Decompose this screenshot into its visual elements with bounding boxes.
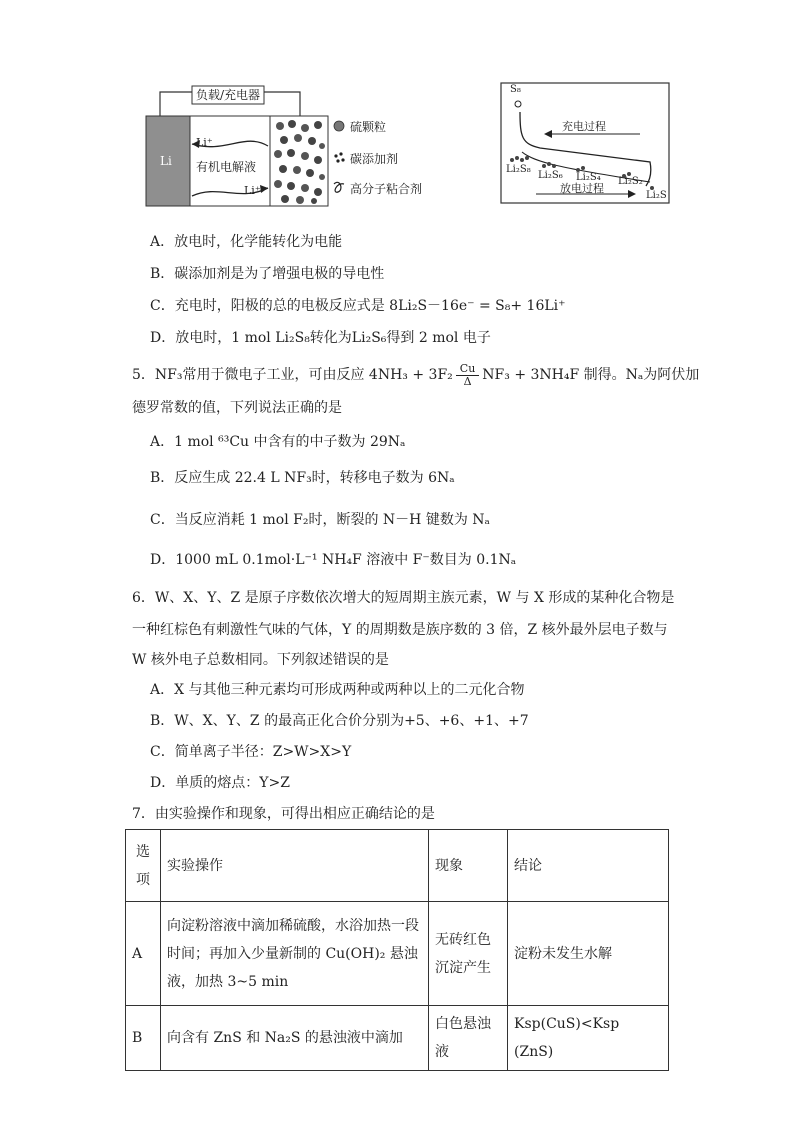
li2s8-label: Li₂S₈ — [506, 164, 531, 175]
row-option: B — [126, 1006, 161, 1071]
row-conclusion: 淀粉未发生水解 — [508, 902, 669, 1006]
q6-option-c: C．简单离子半径：Z>W>X>Y — [150, 744, 352, 760]
table-row — [126, 1006, 669, 1071]
q4-option-b: B．碳添加剂是为了增强电极的导电性 — [150, 266, 385, 282]
row-option: A — [126, 902, 161, 1006]
q5-option-c: C．当反应消耗 1 mol F₂时，断裂的 N－H 键数为 Nₐ — [150, 512, 490, 528]
q6-stem-line3: W 核外电子总数相同。下列叙述错误的是 — [132, 652, 389, 668]
legend-sulfur-label: 硫颗粒 — [350, 120, 387, 134]
li-ion-top-label: Li⁺ — [196, 136, 213, 149]
q5-stem-line2: 德罗常数的值，下列说法正确的是 — [132, 400, 342, 416]
lithium-label: Li — [160, 154, 172, 168]
reaction-heat: Δ — [463, 374, 472, 388]
discharge-process-label: 放电过程 — [560, 182, 604, 195]
electrolyte-label: 有机电解液 — [196, 160, 257, 174]
header-option: 选项 — [126, 830, 161, 902]
q5-stem-pre: 5．NF₃常用于微电子工业，可由反应 4NH₃ + 3F₂ — [132, 367, 453, 383]
header-conclusion: 结论 — [508, 830, 669, 902]
legend-carbon-label: 碳添加剂 — [350, 152, 399, 166]
row-operation: 向淀粉溶液中滴加稀硫酸，水浴加热一段时间；再加入少量新制的 Cu(OH)₂ 悬浊液，加热 3~5 min — [161, 902, 429, 1006]
q7-stem: 7．由实验操作和现象，可得出相应正确结论的是 — [132, 806, 435, 822]
q6-stem-line1: 6．W、X、Y、Z 是原子序数依次增大的短周期主族元素，W 与 X 形成的某种化合物是 — [132, 590, 675, 606]
q6-stem-line2: 一种红棕色有刺激性气味的气体，Y 的周期数是族序数的 3 倍，Z 核外最外层电子数与 — [132, 622, 668, 638]
q5-option-a: A．1 mol ⁶³Cu 中含有的中子数为 29Nₐ — [150, 434, 406, 450]
s8-label: S₈ — [510, 84, 521, 95]
q4-option-d: D．放电时，1 mol Li₂S₈转化为Li₂S₆得到 2 mol 电子 — [150, 330, 491, 346]
table-header-row — [126, 830, 669, 902]
row-operation: 向含有 ZnS 和 Na₂S 的悬浊液中滴加 — [161, 1006, 429, 1071]
q5-stem-post: NF₃ + 3NH₄F 制得。Nₐ为阿伏加 — [482, 367, 700, 383]
li-ion-bottom-label: Li⁺ — [244, 184, 261, 197]
header-operation: 实验操作 — [161, 830, 429, 902]
charge-discharge-figure — [500, 82, 670, 206]
row-phenomenon: 无砖红色沉淀产生 — [429, 902, 508, 1006]
table-row — [126, 902, 669, 1006]
row-conclusion: Ksp(CuS)<Ksp (ZnS) — [508, 1006, 669, 1071]
reaction-condition — [456, 363, 480, 388]
q6-option-b: B．W、X、Y、Z 的最高正化合价分别为+5、+6、+1、+7 — [150, 713, 529, 729]
q5-option-b: B．反应生成 22.4 L NF₃时，转移电子数为 6Nₐ — [150, 470, 455, 486]
header-phenomenon: 现象 — [429, 830, 508, 902]
q4-option-c: C．充电时，阳极的总的电极反应式是 8Li₂S－16e⁻ = S₈+ 16Li⁺ — [150, 298, 566, 314]
q5-stem-line1 — [132, 362, 699, 388]
row-phenomenon: 白色悬浊液 — [429, 1006, 508, 1071]
q6-option-a: A．X 与其他三种元素均可形成两种或两种以上的二元化合物 — [150, 682, 525, 698]
legend-binder-label: 高分子粘合剂 — [350, 182, 423, 196]
battery-figure — [140, 84, 440, 210]
li2s6-label: Li₂S₆ — [538, 170, 563, 181]
load-charger-label: 负载/充电器 — [196, 88, 261, 102]
q4-option-a: A．放电时，化学能转化为电能 — [150, 234, 343, 250]
charge-process-label: 充电过程 — [562, 120, 606, 133]
li2s4-label: Li₂S₄ — [576, 172, 601, 183]
reaction-catalyst: Cu — [456, 363, 480, 376]
li2s2-label: Li₂S₂ — [618, 176, 643, 187]
q6-option-d: D．单质的熔点：Y>Z — [150, 775, 290, 791]
q5-option-d: D．1000 mL 0.1mol·L⁻¹ NH₄F 溶液中 F⁻数目为 0.1Nₐ — [150, 552, 517, 568]
li2s-label: Li₂S — [646, 190, 667, 201]
experiment-table — [125, 829, 669, 1071]
